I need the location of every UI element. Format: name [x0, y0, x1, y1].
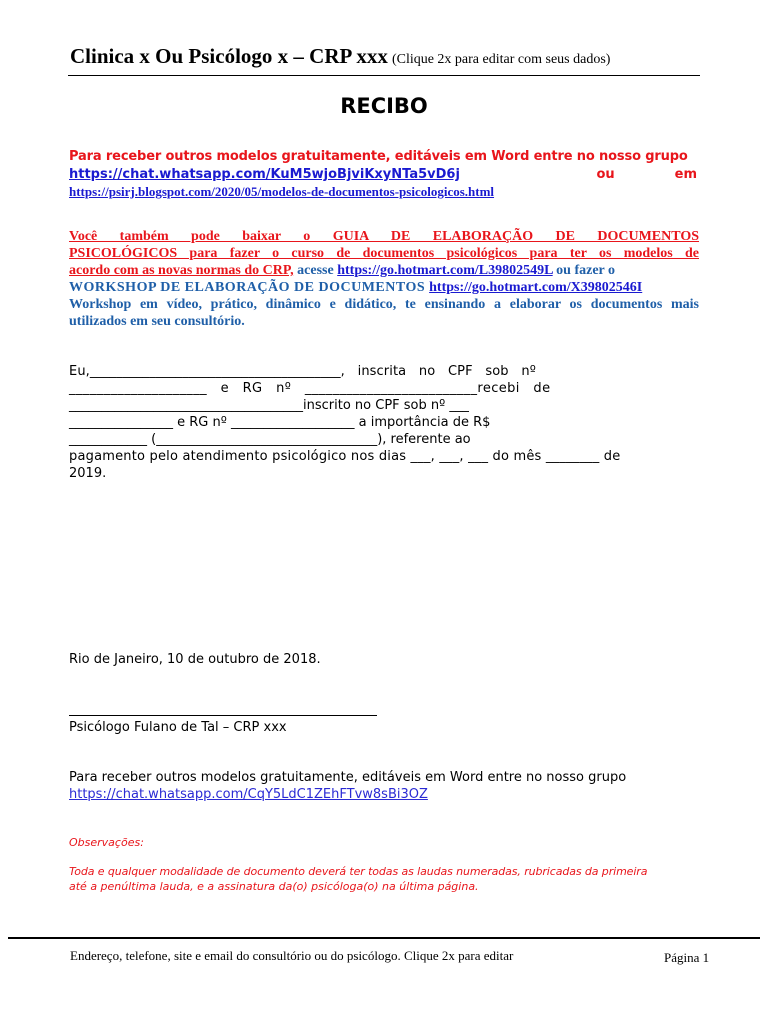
body-line-5[interactable]: ____________ (__________________________________), referente ao [69, 432, 471, 447]
promo2-line3 [69, 263, 709, 279]
promo2-line2: PSICOLÓGICOS para fazer o curso de documentos psicológicos para ter os modelos de [69, 246, 699, 261]
page-number: Página 1 [664, 950, 710, 965]
header-rule [68, 75, 700, 76]
workshop-label: WORKSHOP DE ELABORAÇÃO DE DOCUMENTOS [69, 280, 430, 295]
guide-link[interactable]: https://go.hotmart.com/L39802549L [337, 263, 553, 278]
promo2-line3-access: acesse [293, 263, 338, 278]
promo2-line5: Workshop em vídeo, prático, dinâmico e didático, te ensinando a elaborar os documentos mais [69, 297, 699, 312]
promo3-link-wrap [69, 787, 428, 802]
footer-text[interactable]: Endereço, telefone, site e email do consultório ou do psicólogo. Clique 2x para editar [70, 948, 514, 963]
body-line-7[interactable]: 2019. [69, 466, 107, 481]
notes-line2: até a penúltima lauda, e a assinatura da(o) psicóloga(o) na última página. [69, 880, 479, 893]
promo2-line3-red: acordo com as novas normas do CRP, [69, 263, 294, 278]
promo2-line3-tail: ou fazer o [552, 263, 615, 278]
body-line-2[interactable]: ____________________ e RG nº _________________________recebi de [69, 381, 551, 396]
body-line-6[interactable]: pagamento pelo atendimento psicológico nos dias ___, ___, ___ do mês ________ de [69, 449, 621, 464]
doc-title: RECIBO [340, 94, 428, 118]
whatsapp-link-2[interactable]: https://chat.whatsapp.com/CqY5LdC1ZEhFTvw8sBi3OZ [69, 787, 428, 802]
workshop-link[interactable]: https://go.hotmart.com/X39802546I [429, 280, 643, 295]
promo1-line3 [69, 184, 494, 200]
promo1-or: ou [596, 167, 615, 182]
promo1-in: em [674, 167, 697, 182]
notes-title: Observações: [69, 836, 144, 849]
notes-line1: Toda e qualquer modalidade de documento deverá ter todas as laudas numeradas, rubricadas da primeira [69, 865, 648, 878]
promo1-text: Para receber outros modelos gratuitamente, editáveis em Word entre no nosso grupo [69, 149, 688, 164]
body-line-4[interactable]: ________________ e RG nº ___________________ a importância de R$ [69, 415, 491, 430]
date-line[interactable]: Rio de Janeiro, 10 de outubro de 2018. [69, 652, 321, 667]
body-line-1[interactable]: Eu,______________________________________, inscrita no CPF sob nº [69, 364, 536, 379]
header[interactable] [70, 44, 710, 72]
whatsapp-link[interactable]: https://chat.whatsapp.com/KuM5wjoBjviKxyNTa5vD6j [69, 167, 460, 182]
body-line-3[interactable]: ____________________________________inscrito no CPF sob nº ___ [69, 398, 469, 413]
promo2-line4 [69, 280, 709, 296]
promo2-line1: Você também pode baixar o GUIA DE ELABORAÇÃO DE DOCUMENTOS [69, 229, 699, 244]
signature-name[interactable]: Psicólogo Fulano de Tal – CRP xxx [69, 720, 287, 735]
header-title: Clinica x Ou Psicólogo x – CRP xxx [70, 44, 388, 68]
footer-rule [8, 937, 760, 939]
header-hint: (Clique 2x para editar com seus dados) [391, 52, 611, 67]
promo2-line6: utilizados em seu consultório. [69, 314, 245, 329]
promo3-text: Para receber outros modelos gratuitamente, editáveis em Word entre no nosso grupo [69, 770, 627, 785]
signature-line [69, 715, 377, 716]
blog-link[interactable]: https://psirj.blogspot.com/2020/05/modelos-de-documentos-psicologicos.html [69, 184, 495, 199]
promo1-line2 [69, 167, 699, 182]
